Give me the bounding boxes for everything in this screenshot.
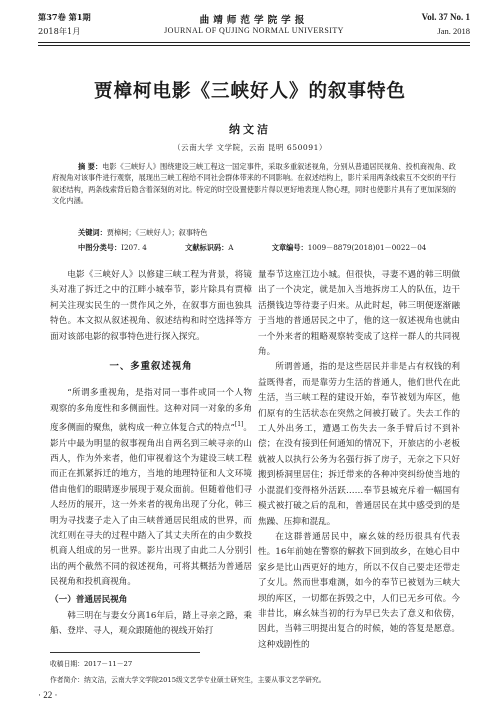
doc-code-value: A <box>228 243 234 252</box>
issue-date-en: Jan. 2018 <box>437 26 470 36</box>
volume-issue: 第37卷 第1期 <box>38 12 91 22</box>
journal-name-cn: 曲靖师范学院学报 <box>199 15 309 26</box>
issue-date: 2018年1月 <box>38 26 81 36</box>
page-number: · 22 · <box>38 690 58 700</box>
body-column-right <box>258 268 460 653</box>
received-date: 收稿日期：2017－11－27 <box>50 660 133 668</box>
section-heading: 一、多重叙述视角 <box>109 361 193 373</box>
clc-value: I207. 4 <box>121 243 147 252</box>
doc-code-entry <box>185 243 251 252</box>
doc-code-label: 文献标识码： <box>185 243 229 252</box>
author-name: 纳文洁 <box>229 123 271 136</box>
body-paragraph <box>50 386 252 590</box>
running-header <box>38 12 470 46</box>
intro-paragraph: 电影《三峡好人》以修建三峡工程为背景，将镜头对准了拆迁之中的江畔小城奉节，影片除具有贾樟柯关注现实民生的一贯作风之外，在叙事方面也独具特色。本文拟从叙述视角、叙述结构和时空选择等方面对该部电影的叙事特色进行探入探究。 <box>50 270 252 342</box>
paragraph-text: 。影片中最为明显的叙事视角出自两名到三峡寻亲的山西人，作为外来者，他们审视着这个为建设三峡工程而正在抓紧拆迁的地方，当地的地理特征和人文环境借由他们的眼睛逐步展现于观众面前。但随着他们寻人经历的展开，这一外来者的视角出现了分化，韩三明为寻找妻子走入了由三峡普通居民组成的世界，而沈红则在寻夫的过程中踏入了其丈夫所在的由少数投机商人组成的另一世界。影片出现了由此二人分别引出的两个截然不同的叙述视角，可将其概括为普通居民视角和投机商视角。 <box>50 423 252 588</box>
header-rule-thick <box>38 42 470 43</box>
header-rule-thin <box>38 45 470 46</box>
author-bio: 作者简介：纳文洁，云南大学文学院2015级文艺学专业硕士研究生，主要从事文艺学研究。 <box>50 676 326 684</box>
article-no-label: 文章编号： <box>271 243 308 252</box>
footnote-rule <box>50 652 200 653</box>
body-paragraph: 在这群普通居民中，麻幺妹的经历很具有代表性。16年前她在警察的解救下回到故乡，在她心目中家乡是比山西更好的地方，所以不仅自己要走还带走了女儿。然而世事难测，如今的奉节已被划为三峡大坝的库区，一切都在拆毁之中，人们已无乡可依。今非昔比，麻幺妹当初的行为早已失去了意义和依傍，因此，当韩三明提出复合的时候，她的答复是愿意。这种戏剧性的 <box>258 531 460 650</box>
body-paragraph: 所谓普通，指的是这些居民并非是占有权钱的利益既得者，而是靠劳力生活的普通人，他们世代在此生活，当三峡工程的建设开始，奉节被划为库区，他们原有的生活状态在突然之间被打破了。失去工作的工人外出务工，遭遇工伤失去一条手臂后讨不到补偿；在没有接到任何通知的情况下，开旅店的小老板就被人以执行公务为名强行拆了房子，无奈之下只好搬到桥洞里居住；拆迁带来的各种冲突纠纷使当地的小混混们变得格外活跃……奉节县城充斥着一幅国有模式被打破之后的乱和，普通居民在其中感受到的是焦躁、压抑和混乱。 <box>258 362 460 527</box>
abstract <box>52 161 456 207</box>
paragraph-text: “所谓多重视角，是指对同一事件或同一个人物观察的多角度性和多侧面性。这种对同一对象的多角度多侧面的聚焦，就构成一种立体复合式的特点” <box>50 388 252 434</box>
clc-label: 中图分类号： <box>78 243 122 252</box>
author-affiliation: （云南大学 文学院，云南 昆明 650091） <box>172 143 328 152</box>
clc-entry <box>78 243 165 252</box>
body-paragraph-continued: 量奉节这座江边小城。但很快，寻妻不遇的韩三明做出了一个决定，就是加入当地拆房工人的队伍，边干活攒钱边等待妻子归来。从此时起，韩三明便逐渐融于当地的普通居民之中了，他的这一叙述视角也就由一个外来者的粗略观察转变成了这样一群人的共同视角。 <box>258 270 460 358</box>
volume-issue-en: Vol. 37 No. 1 <box>421 12 470 22</box>
abstract-label: 摘 要： <box>78 162 103 171</box>
abstract-text: 电影《三峡好人》围绕建设三峡工程这一国定事件，采取多重叙述视角，分别从普通居民视角、投机商视角、政府视角对该事件进行观察，展现出三峡工程给不同社会群体带来的不同影响。在叙述结构上，影片采用两条线索互不交织的平行叙述结构，两条线索背后隐含着深刻的对比。特定的时空设置使影片得以更好地表现人物心理，同时也使影片具有了更加深刻的文化内涵。 <box>52 162 456 206</box>
journal-name-en: JOURNAL OF QUJING NORMAL UNIVERSITY <box>164 26 344 35</box>
keywords-label: 关键词： <box>78 228 107 237</box>
subsection-heading: （一）普通居民视角 <box>50 594 128 605</box>
keywords-text: 贾樟柯；《三峡好人》；叙事特色 <box>106 228 208 237</box>
classification-line <box>78 243 456 253</box>
citation-ref: [1] <box>234 421 244 429</box>
article-no-entry <box>272 243 445 252</box>
keywords <box>78 228 456 238</box>
article-title: 贾樟柯电影《三峡好人》的叙事特色 <box>93 81 406 102</box>
article-no-value: 1009－8879(2018)01－0022－04 <box>307 243 427 252</box>
body-column-left <box>50 268 252 640</box>
body-paragraph: 韩三明在与妻女分离16年后，踏上寻亲之路，乘船、登岸、寻人，观众跟随他的视线开始打 <box>50 610 252 637</box>
